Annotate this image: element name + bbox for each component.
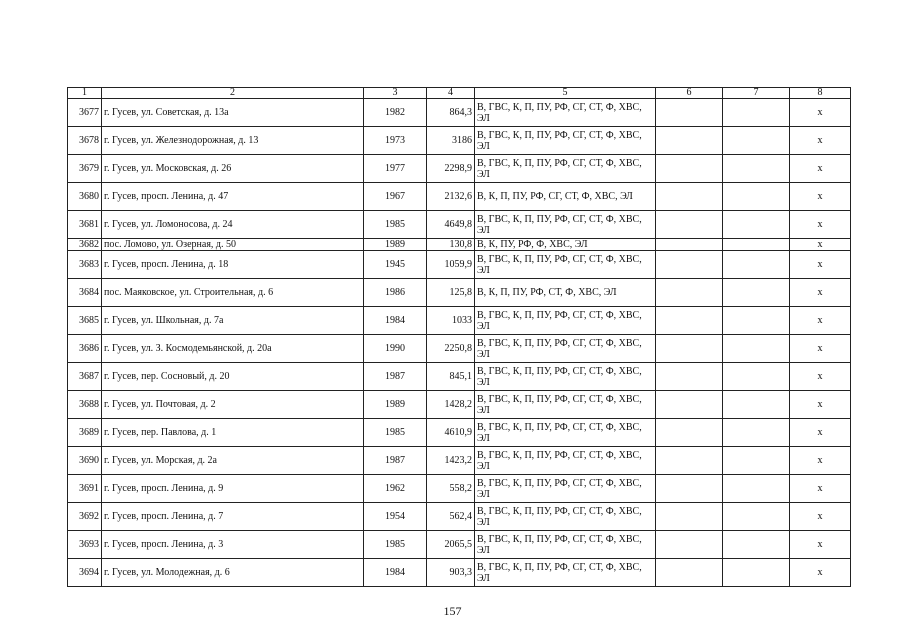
- area-cell: 558,2: [427, 475, 475, 503]
- mark-cell: x: [790, 251, 851, 279]
- address-cell: г. Гусев, пер. Сосновый, д. 20: [102, 363, 364, 391]
- page-number: 157: [443, 604, 462, 618]
- area-cell: 3186: [427, 127, 475, 155]
- row-number-cell: 3681: [68, 211, 102, 239]
- table-row: [68, 239, 851, 251]
- row-number-cell: 3693: [68, 531, 102, 559]
- address-cell: г. Гусев, ул. Ломоносова, д. 24: [102, 211, 364, 239]
- column-6-cell: [656, 155, 723, 183]
- column-6-cell: [656, 183, 723, 211]
- area-cell: 2298,9: [427, 155, 475, 183]
- year-cell: 1962: [364, 475, 427, 503]
- table-row: [68, 391, 851, 419]
- year-cell: 1984: [364, 559, 427, 587]
- services-cell: В, К, П, ПУ, РФ, СГ, СТ, Ф, ХВС, ЭЛ: [475, 183, 656, 211]
- row-number-cell: 3685: [68, 307, 102, 335]
- services-cell: В, ГВС, К, П, ПУ, РФ, СГ, СТ, Ф, ХВС, ЭЛ: [475, 559, 656, 587]
- services-cell: В, ГВС, К, П, ПУ, РФ, СГ, СТ, Ф, ХВС, ЭЛ: [475, 211, 656, 239]
- column-7-cell: [723, 531, 790, 559]
- area-cell: 2132,6: [427, 183, 475, 211]
- area-cell: 562,4: [427, 503, 475, 531]
- table-row: [68, 99, 851, 127]
- mark-cell: x: [790, 211, 851, 239]
- column-7-cell: [723, 183, 790, 211]
- header-cell-2: 2: [102, 88, 364, 99]
- address-cell: г. Гусев, ул. Морская, д. 2а: [102, 447, 364, 475]
- header-cell-4: 4: [427, 88, 475, 99]
- column-6-cell: [656, 391, 723, 419]
- services-cell: В, ГВС, К, П, ПУ, РФ, СГ, СТ, Ф, ХВС, ЭЛ: [475, 475, 656, 503]
- address-cell: г. Гусев, просп. Ленина, д. 3: [102, 531, 364, 559]
- header-cell-6: 6: [656, 88, 723, 99]
- year-cell: 1954: [364, 503, 427, 531]
- row-number-cell: 3677: [68, 99, 102, 127]
- column-6-cell: [656, 531, 723, 559]
- column-7-cell: [723, 307, 790, 335]
- area-cell: 1033: [427, 307, 475, 335]
- mark-cell: x: [790, 239, 851, 251]
- year-cell: 1984: [364, 307, 427, 335]
- column-6-cell: [656, 363, 723, 391]
- column-7-cell: [723, 99, 790, 127]
- area-cell: 2065,5: [427, 531, 475, 559]
- column-7-cell: [723, 503, 790, 531]
- address-cell: пос. Маяковское, ул. Строительная, д. 6: [102, 279, 364, 307]
- area-cell: 1428,2: [427, 391, 475, 419]
- table-row: [68, 307, 851, 335]
- row-number-cell: 3679: [68, 155, 102, 183]
- column-6-cell: [656, 239, 723, 251]
- address-cell: г. Гусев, ул. З. Космодемьянской, д. 20а: [102, 335, 364, 363]
- address-cell: г. Гусев, просп. Ленина, д. 47: [102, 183, 364, 211]
- year-cell: 1987: [364, 363, 427, 391]
- column-7-cell: [723, 155, 790, 183]
- table-row: [68, 419, 851, 447]
- services-cell: В, ГВС, К, П, ПУ, РФ, СГ, СТ, Ф, ХВС, ЭЛ: [475, 155, 656, 183]
- year-cell: 1945: [364, 251, 427, 279]
- mark-cell: x: [790, 307, 851, 335]
- housing-table: [67, 87, 851, 587]
- year-cell: 1985: [364, 419, 427, 447]
- mark-cell: x: [790, 335, 851, 363]
- row-number-cell: 3684: [68, 279, 102, 307]
- area-cell: 2250,8: [427, 335, 475, 363]
- header-cell-3: 3: [364, 88, 427, 99]
- table-row: [68, 363, 851, 391]
- address-cell: г. Гусев, ул. Железнодорожная, д. 13: [102, 127, 364, 155]
- area-cell: 903,3: [427, 559, 475, 587]
- column-7-cell: [723, 391, 790, 419]
- services-cell: В, ГВС, К, П, ПУ, РФ, СГ, СТ, Ф, ХВС, ЭЛ: [475, 127, 656, 155]
- year-cell: 1986: [364, 279, 427, 307]
- mark-cell: x: [790, 155, 851, 183]
- services-cell: В, ГВС, К, П, ПУ, РФ, СГ, СТ, Ф, ХВС, ЭЛ: [475, 531, 656, 559]
- year-cell: 1982: [364, 99, 427, 127]
- column-7-cell: [723, 419, 790, 447]
- column-7-cell: [723, 475, 790, 503]
- table-row: [68, 531, 851, 559]
- address-cell: г. Гусев, ул. Московская, д. 26: [102, 155, 364, 183]
- services-cell: В, ГВС, К, П, ПУ, РФ, СГ, СТ, Ф, ХВС, ЭЛ: [475, 251, 656, 279]
- header-cell-8: 8: [790, 88, 851, 99]
- year-cell: 1989: [364, 391, 427, 419]
- area-cell: 864,3: [427, 99, 475, 127]
- table-row: [68, 335, 851, 363]
- row-number-cell: 3680: [68, 183, 102, 211]
- services-cell: В, ГВС, К, П, ПУ, РФ, СГ, СТ, Ф, ХВС, ЭЛ: [475, 335, 656, 363]
- mark-cell: x: [790, 503, 851, 531]
- column-6-cell: [656, 211, 723, 239]
- row-number-cell: 3686: [68, 335, 102, 363]
- column-6-cell: [656, 127, 723, 155]
- header-cell-1: 1: [68, 88, 102, 99]
- year-cell: 1977: [364, 155, 427, 183]
- header-row: [68, 88, 851, 99]
- row-number-cell: 3689: [68, 419, 102, 447]
- column-7-cell: [723, 279, 790, 307]
- column-7-cell: [723, 363, 790, 391]
- table-row: [68, 559, 851, 587]
- mark-cell: x: [790, 475, 851, 503]
- area-cell: 1059,9: [427, 251, 475, 279]
- column-6-cell: [656, 475, 723, 503]
- services-cell: В, К, ПУ, РФ, Ф, ХВС, ЭЛ: [475, 239, 656, 251]
- year-cell: 1985: [364, 531, 427, 559]
- mark-cell: x: [790, 99, 851, 127]
- year-cell: 1967: [364, 183, 427, 211]
- column-6-cell: [656, 447, 723, 475]
- column-6-cell: [656, 99, 723, 127]
- row-number-cell: 3682: [68, 239, 102, 251]
- row-number-cell: 3688: [68, 391, 102, 419]
- year-cell: 1985: [364, 211, 427, 239]
- year-cell: 1987: [364, 447, 427, 475]
- table-row: [68, 475, 851, 503]
- area-cell: 125,8: [427, 279, 475, 307]
- column-7-cell: [723, 447, 790, 475]
- services-cell: В, ГВС, К, П, ПУ, РФ, СГ, СТ, Ф, ХВС, ЭЛ: [475, 307, 656, 335]
- address-cell: г. Гусев, просп. Ленина, д. 9: [102, 475, 364, 503]
- column-6-cell: [656, 279, 723, 307]
- year-cell: 1989: [364, 239, 427, 251]
- row-number-cell: 3683: [68, 251, 102, 279]
- column-6-cell: [656, 307, 723, 335]
- column-7-cell: [723, 251, 790, 279]
- column-7-cell: [723, 559, 790, 587]
- services-cell: В, ГВС, К, П, ПУ, РФ, СГ, СТ, Ф, ХВС, ЭЛ: [475, 447, 656, 475]
- area-cell: 845,1: [427, 363, 475, 391]
- address-cell: г. Гусев, ул. Школьная, д. 7а: [102, 307, 364, 335]
- row-number-cell: 3678: [68, 127, 102, 155]
- mark-cell: x: [790, 419, 851, 447]
- address-cell: пос. Ломово, ул. Озерная, д. 50: [102, 239, 364, 251]
- column-6-cell: [656, 559, 723, 587]
- row-number-cell: 3692: [68, 503, 102, 531]
- mark-cell: x: [790, 279, 851, 307]
- address-cell: г. Гусев, ул. Почтовая, д. 2: [102, 391, 364, 419]
- row-number-cell: 3690: [68, 447, 102, 475]
- area-cell: 1423,2: [427, 447, 475, 475]
- address-cell: г. Гусев, пер. Павлова, д. 1: [102, 419, 364, 447]
- column-7-cell: [723, 127, 790, 155]
- column-7-cell: [723, 239, 790, 251]
- mark-cell: x: [790, 447, 851, 475]
- table-row: [68, 183, 851, 211]
- mark-cell: x: [790, 391, 851, 419]
- year-cell: 1973: [364, 127, 427, 155]
- mark-cell: x: [790, 363, 851, 391]
- table-row: [68, 127, 851, 155]
- header-cell-7: 7: [723, 88, 790, 99]
- row-number-cell: 3694: [68, 559, 102, 587]
- mark-cell: x: [790, 559, 851, 587]
- services-cell: В, ГВС, К, П, ПУ, РФ, СГ, СТ, Ф, ХВС, ЭЛ: [475, 391, 656, 419]
- services-cell: В, ГВС, К, П, ПУ, РФ, СГ, СТ, Ф, ХВС, ЭЛ: [475, 99, 656, 127]
- area-cell: 130,8: [427, 239, 475, 251]
- area-cell: 4610,9: [427, 419, 475, 447]
- row-number-cell: 3691: [68, 475, 102, 503]
- mark-cell: x: [790, 127, 851, 155]
- column-6-cell: [656, 503, 723, 531]
- table-row: [68, 279, 851, 307]
- table-row: [68, 447, 851, 475]
- address-cell: г. Гусев, просп. Ленина, д. 18: [102, 251, 364, 279]
- address-cell: г. Гусев, ул. Молодежная, д. 6: [102, 559, 364, 587]
- area-cell: 4649,8: [427, 211, 475, 239]
- table-body: [68, 88, 851, 587]
- services-cell: В, ГВС, К, П, ПУ, РФ, СГ, СТ, Ф, ХВС, ЭЛ: [475, 503, 656, 531]
- address-cell: г. Гусев, ул. Советская, д. 13а: [102, 99, 364, 127]
- services-cell: В, К, П, ПУ, РФ, СТ, Ф, ХВС, ЭЛ: [475, 279, 656, 307]
- table-row: [68, 155, 851, 183]
- column-6-cell: [656, 335, 723, 363]
- column-7-cell: [723, 211, 790, 239]
- table-row: [68, 211, 851, 239]
- row-number-cell: 3687: [68, 363, 102, 391]
- header-cell-5: 5: [475, 88, 656, 99]
- table-row: [68, 503, 851, 531]
- table-row: [68, 251, 851, 279]
- mark-cell: x: [790, 531, 851, 559]
- column-6-cell: [656, 419, 723, 447]
- mark-cell: x: [790, 183, 851, 211]
- address-cell: г. Гусев, просп. Ленина, д. 7: [102, 503, 364, 531]
- column-6-cell: [656, 251, 723, 279]
- services-cell: В, ГВС, К, П, ПУ, РФ, СГ, СТ, Ф, ХВС, ЭЛ: [475, 363, 656, 391]
- year-cell: 1990: [364, 335, 427, 363]
- column-7-cell: [723, 335, 790, 363]
- services-cell: В, ГВС, К, П, ПУ, РФ, СГ, СТ, Ф, ХВС, ЭЛ: [475, 419, 656, 447]
